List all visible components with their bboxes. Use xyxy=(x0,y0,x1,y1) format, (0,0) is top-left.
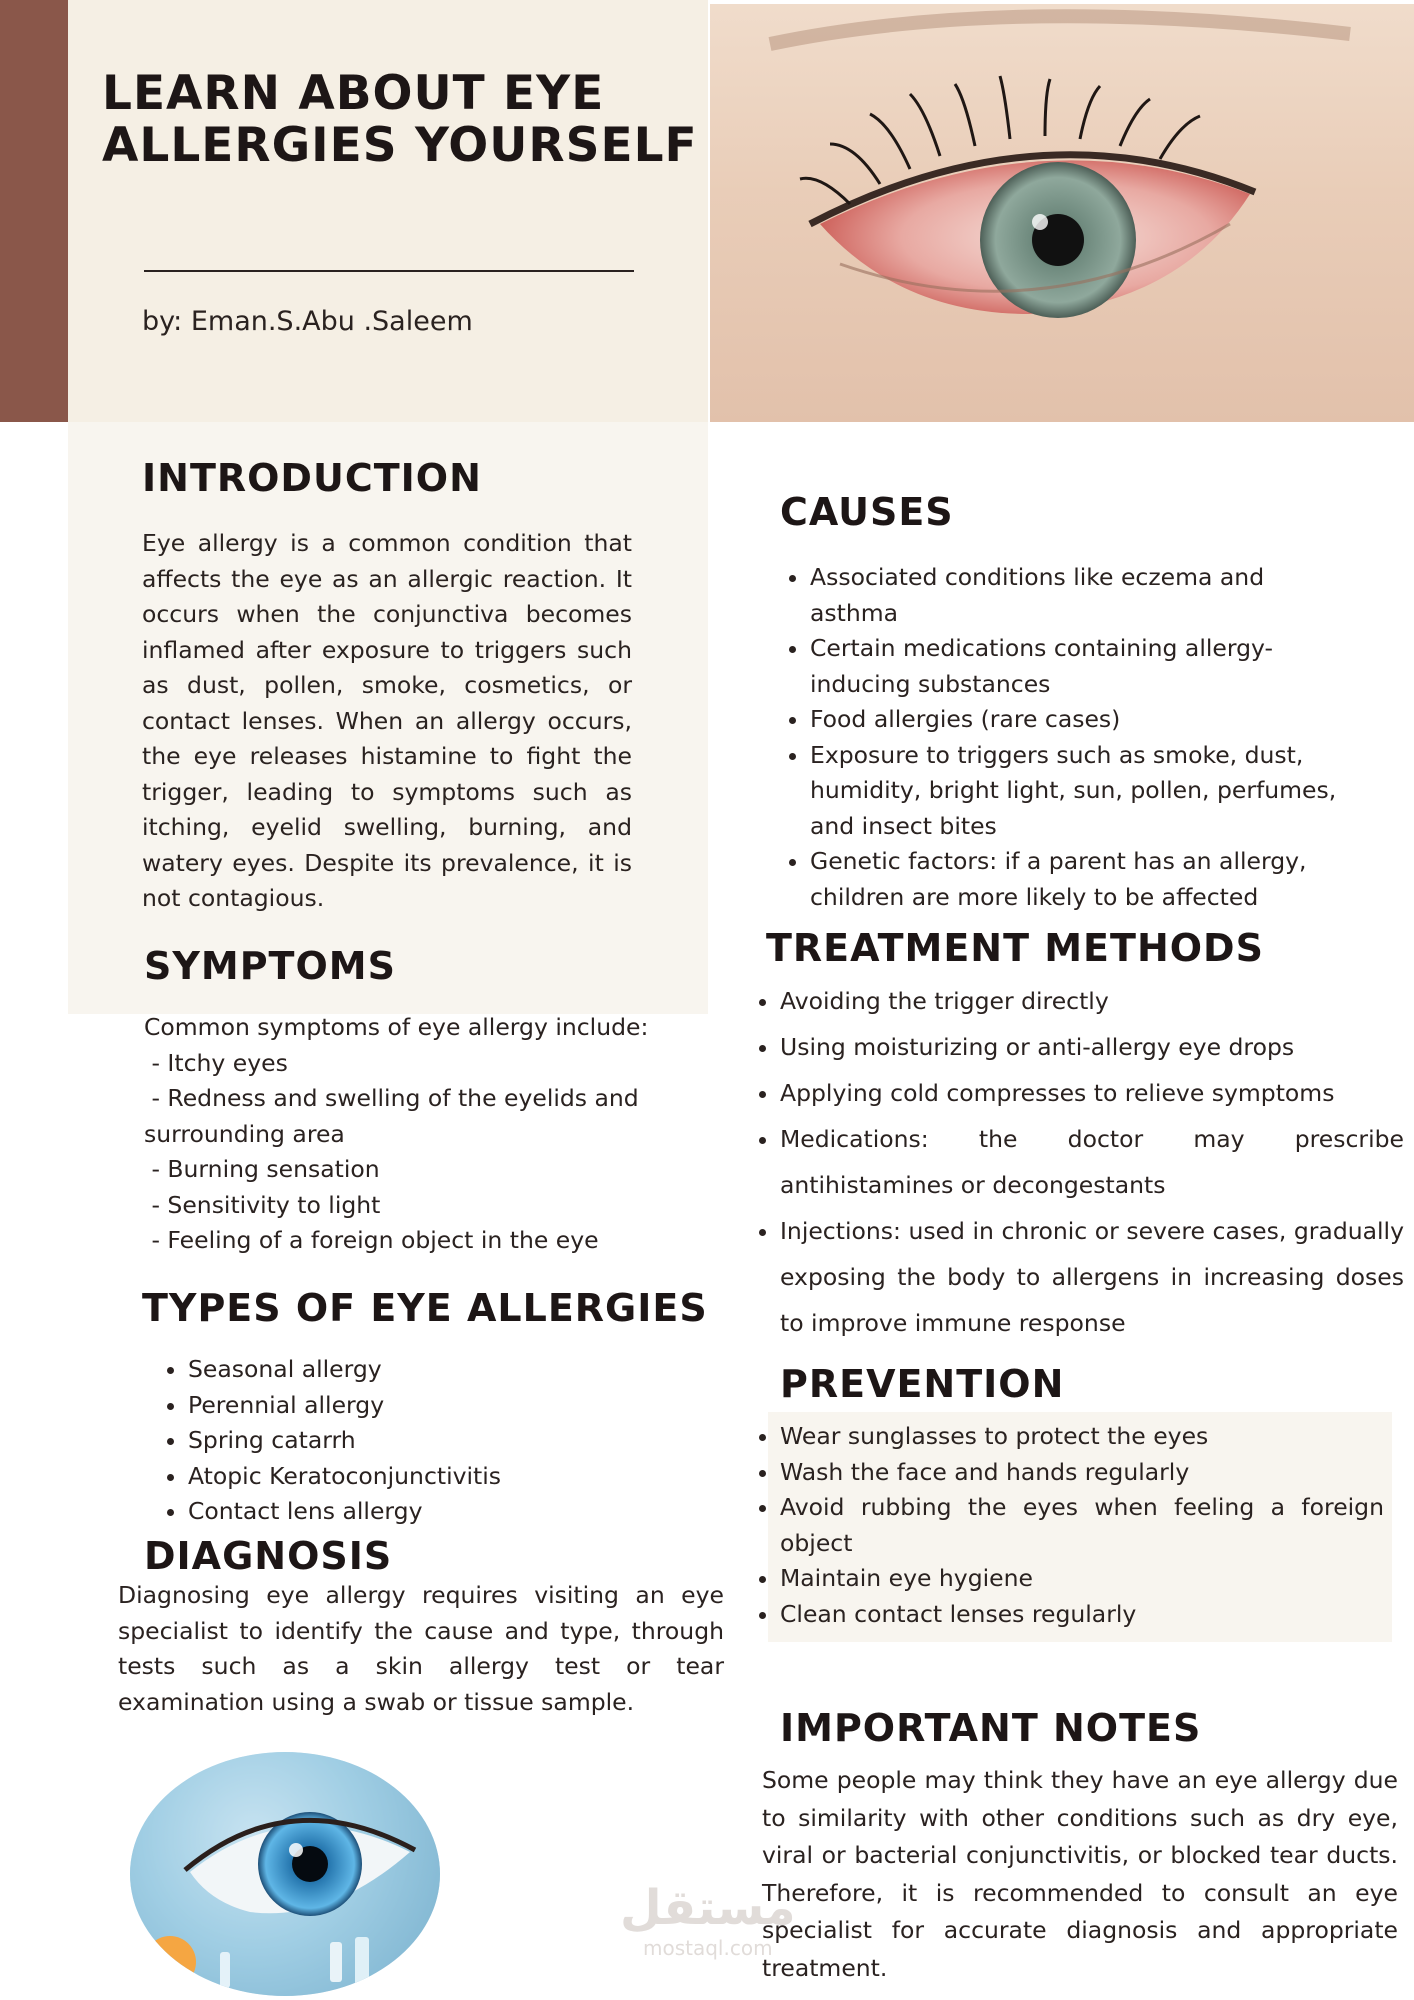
title-line-2: ALLERGIES YOURSELF xyxy=(102,118,698,173)
page-title xyxy=(102,68,702,172)
list-item: - Feeling of a foreign object in the eye xyxy=(144,1226,599,1254)
list-item: • Clean contact lenses regularly xyxy=(780,1597,1384,1633)
red-eye-photo xyxy=(710,4,1414,422)
notes-heading: IMPORTANT NOTES xyxy=(780,1706,1202,1750)
blue-eye-illustration xyxy=(130,1752,440,1996)
header-panel xyxy=(68,0,708,422)
types-list xyxy=(158,1352,638,1530)
introduction-text: Eye allergy is a common condition that affects the eye as an allergic reaction. It occurs when the conjunctiva becomes inflamed after exposure to triggers such as dust, pollen, smoke, cosmetics, or contact lenses. When an allergy occurs, the eye releases histamine to fight the trigger, leading to symptoms such as itching, eyelid swelling, burning, and watery eyes. Despite its prevalence, it is not contagious. xyxy=(142,529,632,912)
list-item: • Injections: used in chronic or severe cases, gradually exposing the body to allergens in increasing doses to improve immune response xyxy=(780,1208,1404,1346)
watermark-latin: mostaql.com xyxy=(642,1936,773,1960)
symptoms-list xyxy=(144,1010,664,1259)
list-item: • Avoiding the trigger directly xyxy=(780,978,1404,1024)
list-item: - Redness and swelling of the eyelids and xyxy=(144,1084,639,1112)
list-item: • Contact lens allergy xyxy=(188,1494,638,1530)
diagnosis-heading: DIAGNOSIS xyxy=(144,1534,393,1578)
prevention-heading: PREVENTION xyxy=(780,1362,1065,1406)
list-item: • Spring catarrh xyxy=(188,1423,638,1459)
symptoms-intro: Common symptoms of eye allergy include: xyxy=(144,1013,649,1041)
notes-text: Some people may think they have an eye allergy due to similarity with other conditions such as dry eye, viral or bacterial conjunctivitis, or blocked tear ducts. Therefore, it is recommended to consult an eye specialist for accurate diagnosis and appropriate treatment. xyxy=(762,1766,1398,1982)
title-divider xyxy=(144,270,634,272)
causes-heading: CAUSES xyxy=(780,490,954,534)
title-line-1: LEARN ABOUT EYE xyxy=(102,66,605,121)
list-item: • Food allergies (rare cases) xyxy=(810,702,1340,738)
watermark-arabic: مستقل xyxy=(620,1880,796,1936)
prevention-list xyxy=(750,1419,1384,1632)
blue-eye-photo xyxy=(130,1752,440,1996)
list-item: • Medications: the doctor may prescribe antihistamines or decongestants xyxy=(780,1116,1404,1208)
watermark xyxy=(620,1880,796,1960)
diagnosis-text: Diagnosing eye allergy requires visiting an eye specialist to identify the cause and type, through tests such as a skin allergy test or tear examination using a swab or tissue sample. xyxy=(118,1581,724,1716)
list-item: - Burning sensation xyxy=(144,1155,380,1183)
introduction-heading: INTRODUCTION xyxy=(142,456,482,500)
list-item: - Sensitivity to light xyxy=(144,1190,381,1219)
red-eye-illustration xyxy=(710,4,1414,422)
accent-bar xyxy=(0,0,68,422)
list-item: • Avoid rubbing the eyes when feeling a foreign object xyxy=(780,1490,1384,1561)
list-item: surrounding area xyxy=(144,1119,345,1148)
list-item: • Wash the face and hands regularly xyxy=(780,1455,1384,1491)
author-byline: by: Eman.S.Abu .Saleem xyxy=(142,306,473,337)
symptoms-heading: SYMPTOMS xyxy=(144,944,396,988)
list-item: • Using moisturizing or anti-allergy eye drops xyxy=(780,1024,1404,1070)
list-item: • Wear sunglasses to protect the eyes xyxy=(780,1419,1384,1455)
types-heading: TYPES OF EYE ALLERGIES xyxy=(142,1286,708,1330)
list-item: • Seasonal allergy xyxy=(188,1352,638,1388)
list-item: • Atopic Keratoconjunctivitis xyxy=(188,1459,638,1495)
treatment-list xyxy=(750,978,1404,1346)
treatment-heading: TREATMENT METHODS xyxy=(766,926,1264,970)
list-item: - Itchy eyes xyxy=(144,1048,288,1077)
list-item: • Associated conditions like eczema and asthma xyxy=(810,560,1340,631)
list-item: • Certain medications containing allergy-inducing substances xyxy=(810,631,1340,702)
list-item: • Exposure to triggers such as smoke, dust, humidity, bright light, sun, pollen, perfumes, and insect bites xyxy=(810,738,1340,845)
causes-list xyxy=(780,560,1340,915)
list-item: • Perennial allergy xyxy=(188,1388,638,1424)
list-item: • Applying cold compresses to relieve symptoms xyxy=(780,1070,1404,1116)
list-item: • Maintain eye hygiene xyxy=(780,1561,1384,1597)
list-item: • Genetic factors: if a parent has an allergy, children are more likely to be affected xyxy=(810,844,1340,915)
